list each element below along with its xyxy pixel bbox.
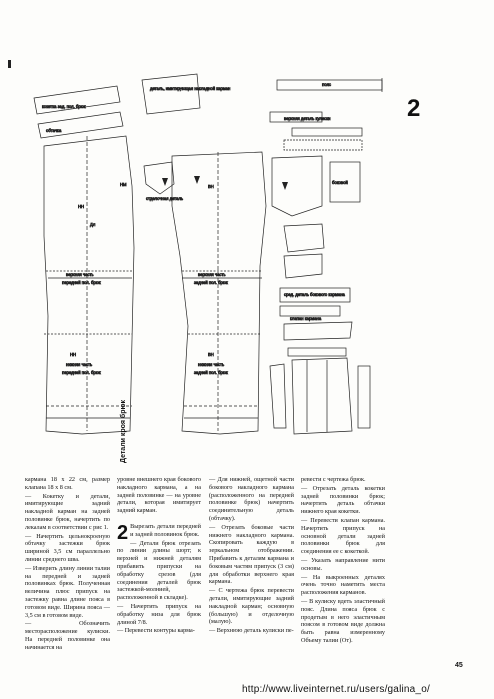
paragraph: — Детали брюк отрезать по линии длины шорт; к верхней и нижней деталям прибавить припуски на обработку срезов (для соединения деталей брюк застежкой-молнией, расположенной в складке). <box>117 539 201 602</box>
paragraph: — В кулиску вдеть эластичный пояс. Длина пояса брюк с продетым в него эластичным поясом в готовом виде должна быть равна измеренному Объему талии (От). <box>301 597 385 644</box>
figure-number: 2 <box>407 95 421 122</box>
mark-vh-back: ВН <box>208 184 214 189</box>
small-detail-piece <box>144 162 174 194</box>
mark-hm-front: НМ <box>120 182 127 187</box>
zipper-facing-piece <box>38 112 123 138</box>
paragraph: кармана 18 х 22 см, размер клапана 18 х 8 см. <box>25 476 110 491</box>
pocket-detail-piece <box>142 74 200 114</box>
back-leg-piece <box>172 152 266 434</box>
text-column-3 <box>209 476 294 676</box>
text-columns <box>25 476 465 676</box>
mark-hh-front-lower: НН <box>70 352 77 357</box>
paragraph: — На выкроенных деталях очень точно наметить места расположения карманов. <box>301 573 385 597</box>
paragraph: — Начертить цельнокроеную обтачку застежки брюк шириной 3,5 см параллельно линии среднего шва. <box>25 532 110 563</box>
label-front-half-lower: передней пол. брюк <box>62 370 101 375</box>
paragraph: — Обозначить месторасположение кулиски. На передней половинке она начинается на <box>25 620 110 651</box>
label-front-half: передней пол. брюк <box>62 280 101 285</box>
label-waistband: пояс <box>322 82 331 87</box>
label-lower-part-front: нижняя часть <box>66 362 93 367</box>
paragraph: — Перевести клапан кармана. Начертить припуск на основной детали задней половинки брюк для соединения ее с кокеткой. <box>301 516 385 556</box>
paragraph: уровне внешнего края бокового накладного кармана, а на задней половинке — на уровне детали, которая имитирует задний карман. <box>117 476 201 515</box>
mark-vh-back-lower: ВН <box>208 352 214 357</box>
label-back-half-lower: задней пол. брюк <box>194 370 228 375</box>
pocket-strip-piece <box>292 358 352 434</box>
sewing-pattern-diagram <box>22 66 414 466</box>
section-heading: Детали кроя брюк <box>120 400 127 463</box>
label-zipper-piece: обтачка <box>46 128 62 133</box>
label-upper-part-front: верхняя часть <box>66 272 94 277</box>
yoke-back-piece <box>34 86 120 114</box>
mark-dl-front: Дл <box>90 222 96 227</box>
dropcap: 2 <box>117 521 129 544</box>
label-detail-side: отделочная деталь <box>146 196 184 201</box>
paragraph: — Кокетку и детали, имитирующие задний накладной карман на задней половинке брюк, начертить по лекалам в соответствии с рис 1. <box>25 492 110 531</box>
paragraph: — Верхнюю деталь кулиски пе- <box>209 627 294 635</box>
label-top-yoke: верхняя деталь кулиски <box>284 116 331 121</box>
side-pocket-piece <box>272 156 322 216</box>
paragraph: — Начертить припуск на обработку низа для брюк длиной 7/8. <box>117 602 201 626</box>
paragraph: — Изверить длину линии талии на передней и задней половинках брюк. Полученная величина плюс припуск на застежку равна длине пояса в готовом виде. Ширина пояса — 3,5 см в готовом виде. <box>25 564 110 619</box>
page-edge-mark <box>8 60 11 68</box>
label-side-panel: боковой <box>332 180 348 185</box>
paragraph: — Указать направление нити основы. <box>301 556 385 572</box>
text-column-4 <box>301 476 385 676</box>
paragraph: — Перевести контуры карма- <box>117 627 195 635</box>
label-pocket-flap: клапан кармана <box>290 316 322 321</box>
paragraph: — Отрезать деталь кокетки задней половинки брюк; начертить деталь обтачки нижнего края кокетки. <box>301 484 385 516</box>
label-detail-pocket: деталь, имитирующая накладной карман <box>150 86 231 91</box>
paragraph: — С чертежа брюк перевести детали, имитирующие задний накладной карман; основную (большую) и отделочную (малую). <box>209 587 294 626</box>
paragraph: — Отрезать боковые части нижнего накладного кармана. Скопировать каждую в зеркальном отображении. Прибавить к деталям кармана и боковым частям припуск (3 см) для обработки верхнего края кармана. <box>209 523 294 586</box>
label-lower-part-back: нижняя часть <box>198 362 225 367</box>
paragraph: ревести с чертежа брюк. <box>301 476 366 483</box>
label-upper-part-back: верхняя часть <box>198 272 226 277</box>
front-leg-piece <box>44 136 134 434</box>
paragraph-with-dropcap: 2 Вырезать детали передней и задней половинок брюк. <box>117 521 201 544</box>
label-side-pocket-part: сред. деталь бокового кармана <box>284 292 345 297</box>
text-column-1 <box>25 476 110 676</box>
text-column-2 <box>117 476 201 676</box>
label-yoke-back: кокетка зад. пол. брюк <box>42 104 86 109</box>
watermark-url: http://www.liveinternet.ru/users/galina_o/ <box>242 684 430 695</box>
page-number: 45 <box>455 662 463 669</box>
label-back-half: задней пол. брюк <box>194 280 228 285</box>
paragraph: — Для нижней, ощетной части бокового накладного кармана (расположенного на передней половинке брюк) начертить соединительную деталь (обтачку). <box>209 476 294 522</box>
mark-hh-front: НН <box>78 204 85 209</box>
